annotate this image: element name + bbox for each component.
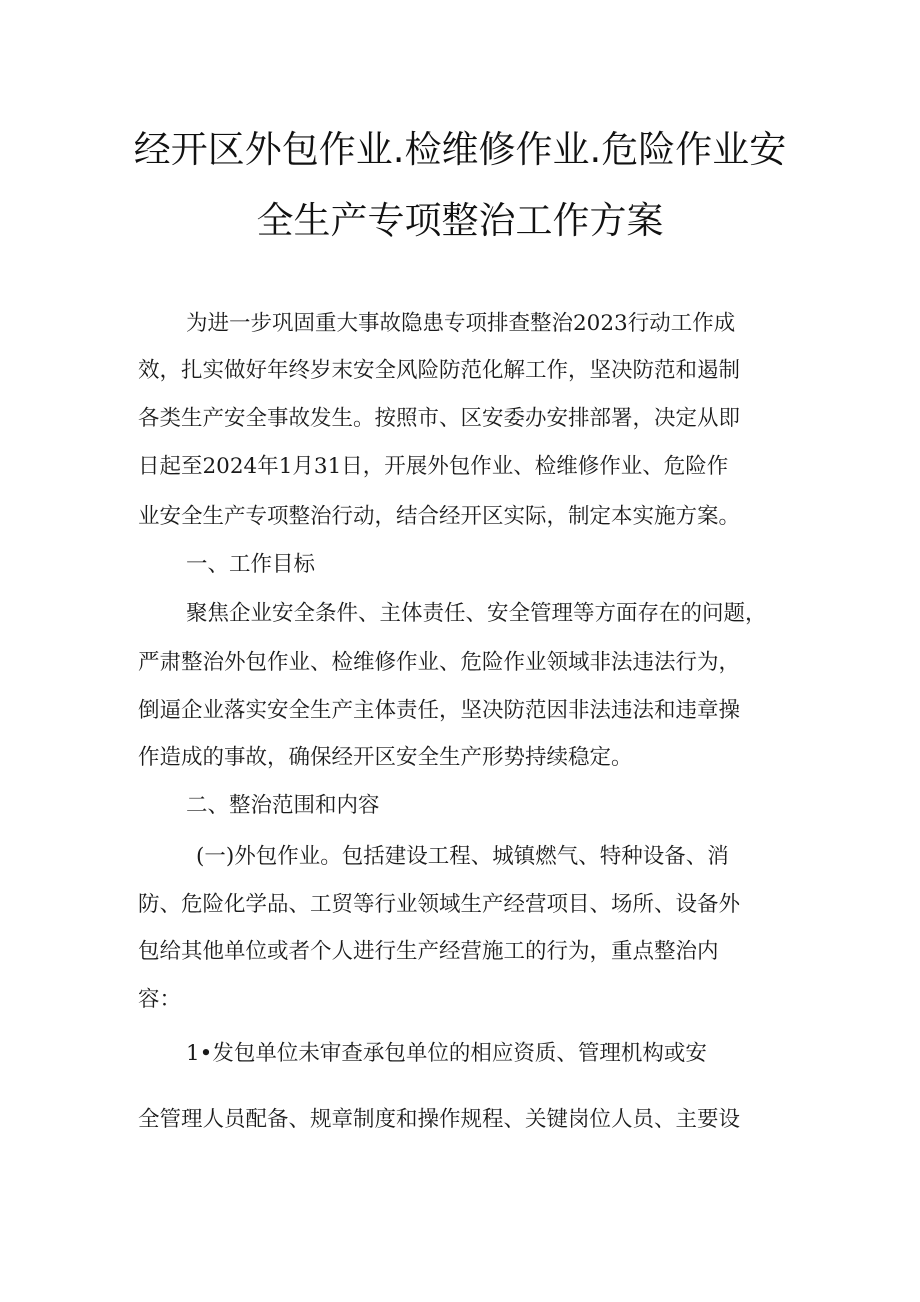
paragraph-line: 日起至2024年1月31日，开展外包作业、检维修作业、危险作 [138, 454, 729, 479]
section-heading-work-goals: 一、工作目标 [186, 552, 316, 577]
paragraph-line: 业安全生产专项整治行动，结合经开区实际，制定本实施方案。 [138, 504, 741, 529]
paragraph-line: 为进一步巩固重大事故隐患专项排查整治2023行动工作成 [186, 311, 736, 336]
paragraph-line: 严肃整治外包作业、检维修作业、危险作业领域非法违法行为， [138, 650, 741, 675]
document-title-line-1: 经开区外包作业.检维修作业.危险作业安 [133, 128, 787, 171]
paragraph-line: 作造成的事故，确保经开区安全生产形势持续稳定。 [138, 745, 633, 770]
list-item-1-continuation: 全管理人员配备、规章制度和操作规程、关键岗位人员、主要设 [138, 1107, 741, 1132]
paragraph-line: 聚焦企业安全条件、主体责任、安全管理等方面存在的问题， [186, 601, 767, 626]
list-item-1: 1•发包单位未审查承包单位的相应资质、管理机构或安 [186, 1041, 707, 1066]
paragraph-line: (一)外包作业。包括建设工程、城镇燃气、特种设备、消 [196, 844, 729, 869]
section-heading-scope: 二、整治范围和内容 [186, 793, 380, 818]
paragraph-line: 各类生产安全事故发生。按照市、区安委办安排部署，决定从即 [138, 406, 741, 431]
paragraph-line: 倒逼企业落实安全生产主体责任，坚决防范因非法违法和违章操 [138, 698, 741, 723]
paragraph-line: 包给其他单位或者个人进行生产经营施工的行为，重点整治内 [138, 939, 719, 964]
document-title-line-2: 全生产专项整治工作方案 [256, 199, 664, 242]
paragraph-line: 容： [138, 987, 182, 1012]
paragraph-line: 防、危险化学品、工贸等行业领域生产经营项目、场所、设备外 [138, 892, 741, 917]
paragraph-line: 效，扎实做好年终岁末安全风险防范化解工作，坚决防范和遏制 [138, 358, 741, 383]
